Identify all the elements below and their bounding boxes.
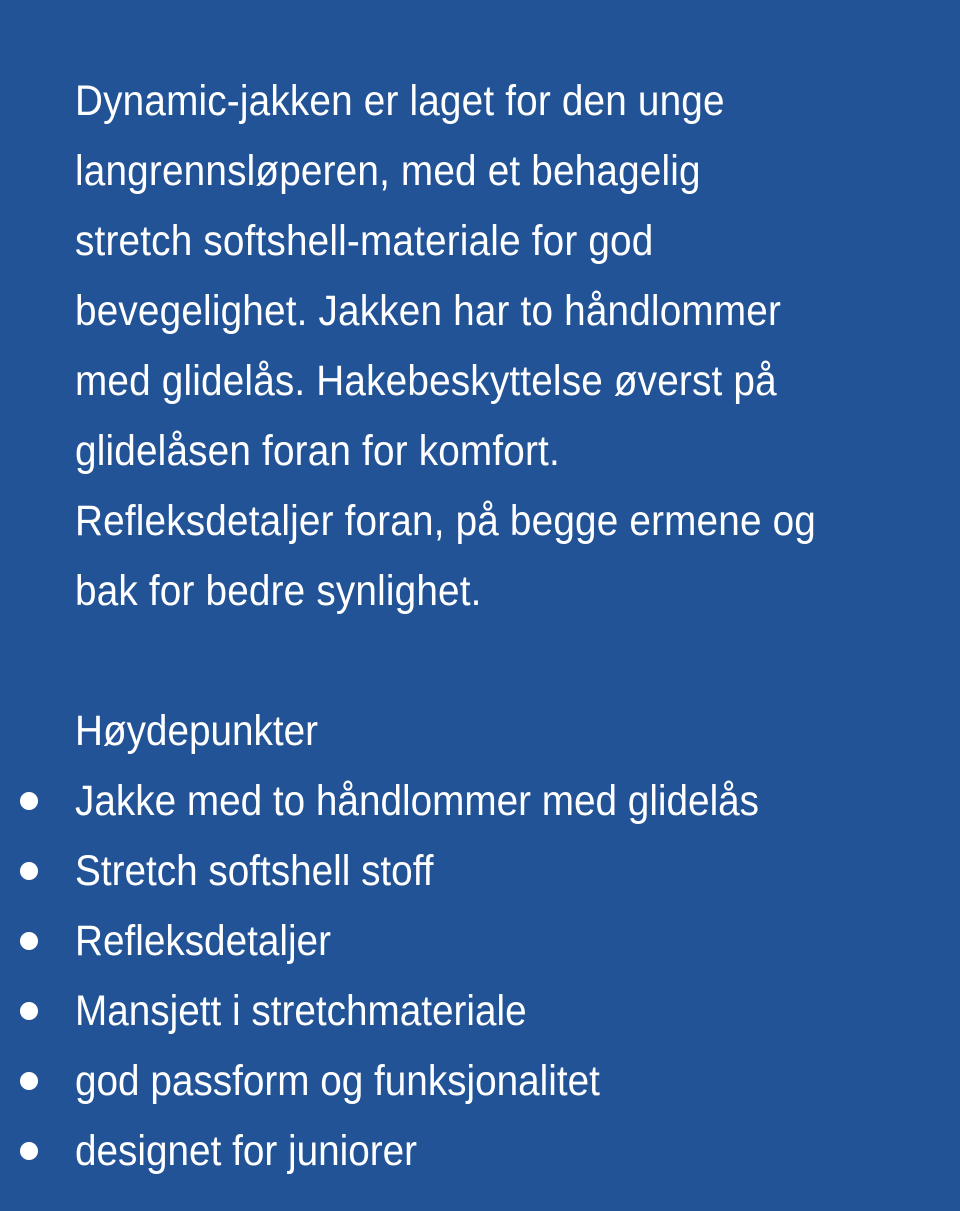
description-line: langrennsløperen, med et behagelig — [75, 147, 701, 195]
highlights-heading: Høydepunkter — [75, 707, 319, 755]
bullet-icon — [20, 792, 38, 810]
description-line: med glidelås. Hakebeskyttelse øverst på — [75, 357, 777, 405]
description-line: Refleksdetaljer foran, på begge ermene og — [75, 497, 817, 545]
highlight-text: designet for juniorer — [75, 1127, 418, 1175]
bullet-icon — [20, 862, 38, 880]
description-line: bevegelighet. Jakken har to håndlommer — [75, 287, 782, 335]
description-line: glidelåsen foran for komfort. — [75, 427, 560, 475]
list-item — [0, 1116, 960, 1186]
bullet-icon — [20, 1072, 38, 1090]
list-item — [0, 976, 960, 1046]
list-item — [0, 766, 960, 836]
list-item — [0, 1046, 960, 1116]
description-line: Dynamic-jakken er laget for den unge — [75, 77, 725, 125]
product-description — [75, 66, 849, 626]
highlight-text: Jakke med to håndlommer med glidelås — [75, 777, 760, 825]
bullet-icon — [20, 1002, 38, 1020]
bullet-icon — [20, 1142, 38, 1160]
bullet-icon — [20, 932, 38, 950]
highlights-list — [0, 766, 960, 1186]
list-item — [0, 836, 960, 906]
highlight-text: Mansjett i stretchmateriale — [75, 987, 527, 1035]
list-item — [0, 906, 960, 976]
description-line: stretch softshell-materiale for god — [75, 217, 654, 265]
description-line: bak for bedre synlighet. — [75, 567, 482, 615]
highlight-text: god passform og funksjonalitet — [75, 1057, 600, 1105]
highlight-text: Refleksdetaljer — [75, 917, 331, 965]
highlight-text: Stretch softshell stoff — [75, 847, 434, 895]
